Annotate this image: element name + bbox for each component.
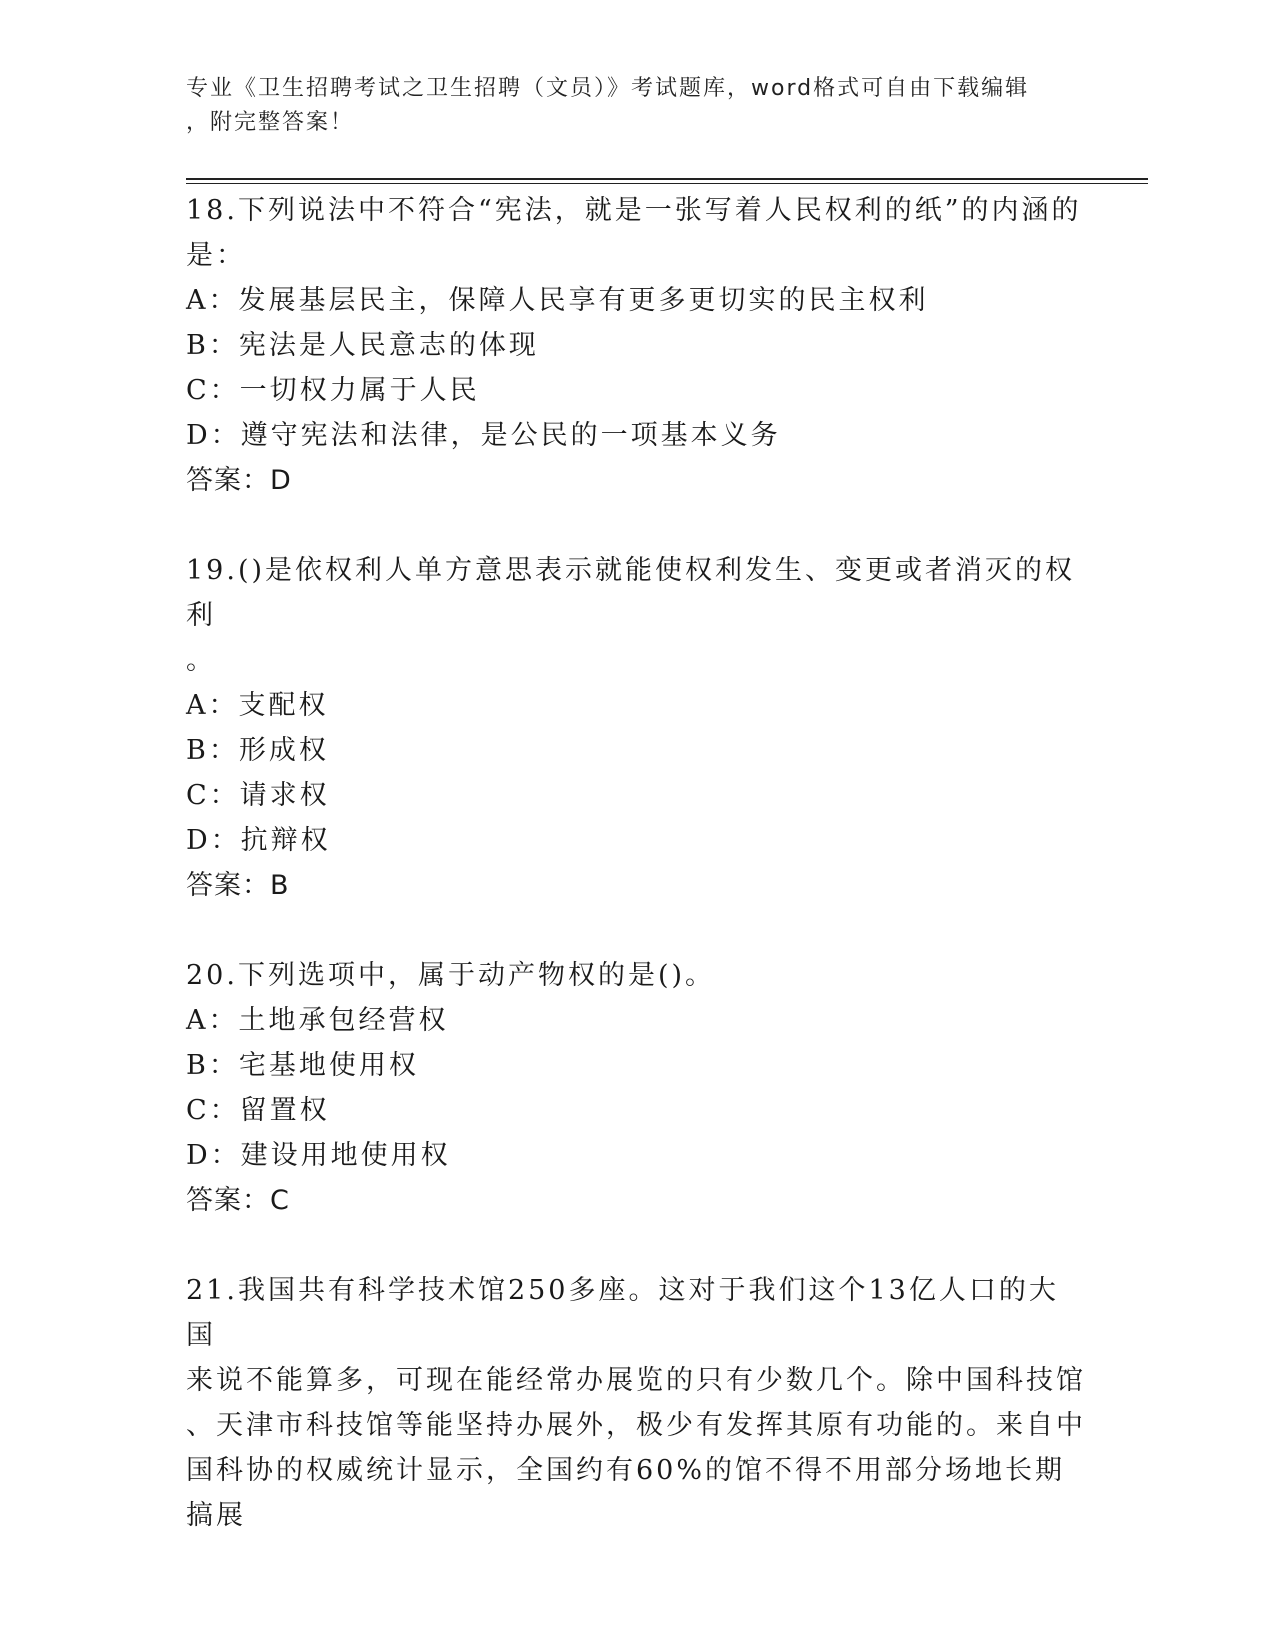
question-18 [186, 188, 1086, 503]
answer-label: 答案：C [186, 1185, 290, 1216]
question-stem-line: 20.下列选项中，属于动产物权的是()。 [186, 960, 716, 991]
spacer [186, 1223, 1086, 1268]
question-stem [186, 1268, 1086, 1538]
option-b: B：宪法是人民意志的体现 [186, 330, 539, 361]
question-20 [186, 953, 1086, 1223]
question-stem-line: 、天津市科技馆等能坚持办展外，极少有发挥其原有功能的。来自中 [186, 1410, 1086, 1441]
answer-label: 答案：D [186, 465, 292, 496]
question-stem-line: 18.下列说法中不符合“宪法，就是一张写着人民权利的纸”的内涵的 [186, 195, 1082, 226]
question-stem-line: 19.()是依权利人单方意思表示就能使权利发生、变更或者消灭的权利 [186, 555, 1076, 631]
header-divider-thick [186, 178, 1148, 180]
question-19 [186, 548, 1086, 908]
question-stem [186, 953, 1086, 998]
question-stem-line: 是： [186, 240, 246, 271]
question-21 [186, 1268, 1086, 1538]
document-header [186, 72, 1086, 140]
question-stem-line: 。 [186, 645, 216, 676]
option-a: A：发展基层民主，保障人民享有更多更切实的民主权利 [186, 285, 929, 316]
spacer [186, 503, 1086, 548]
question-list [186, 188, 1086, 1538]
question-stem-line: 国科协的权威统计显示，全国约有60%的馆不得不用部分场地长期搞展 [186, 1455, 1066, 1531]
option-b: B：形成权 [186, 735, 329, 766]
question-stem [186, 548, 1086, 683]
option-d: D：遵守宪法和法律，是公民的一项基本义务 [186, 420, 781, 451]
question-stem-line: 21.我国共有科学技术馆250多座。这对于我们这个13亿人口的大国 [186, 1275, 1059, 1351]
option-c: C：一切权力属于人民 [186, 375, 480, 406]
header-divider-thin [186, 183, 1148, 184]
option-c: C：请求权 [186, 780, 330, 811]
question-stem [186, 188, 1086, 278]
question-stem-line: 来说不能算多，可现在能经常办展览的只有少数几个。除中国科技馆 [186, 1365, 1086, 1396]
option-b: B：宅基地使用权 [186, 1050, 419, 1081]
header-line-1: 专业《卫生招聘考试之卫生招聘（文员）》考试题库，word格式可自由下载编辑 [186, 76, 1030, 101]
header-line-2: ，附完整答案！ [186, 110, 355, 135]
option-a: A：支配权 [186, 690, 329, 721]
spacer [186, 908, 1086, 953]
option-a: A：土地承包经营权 [186, 1005, 449, 1036]
answer-label: 答案：B [186, 870, 290, 901]
option-c: C：留置权 [186, 1095, 330, 1126]
option-d: D：建设用地使用权 [186, 1140, 451, 1171]
option-d: D：抗辩权 [186, 825, 331, 856]
